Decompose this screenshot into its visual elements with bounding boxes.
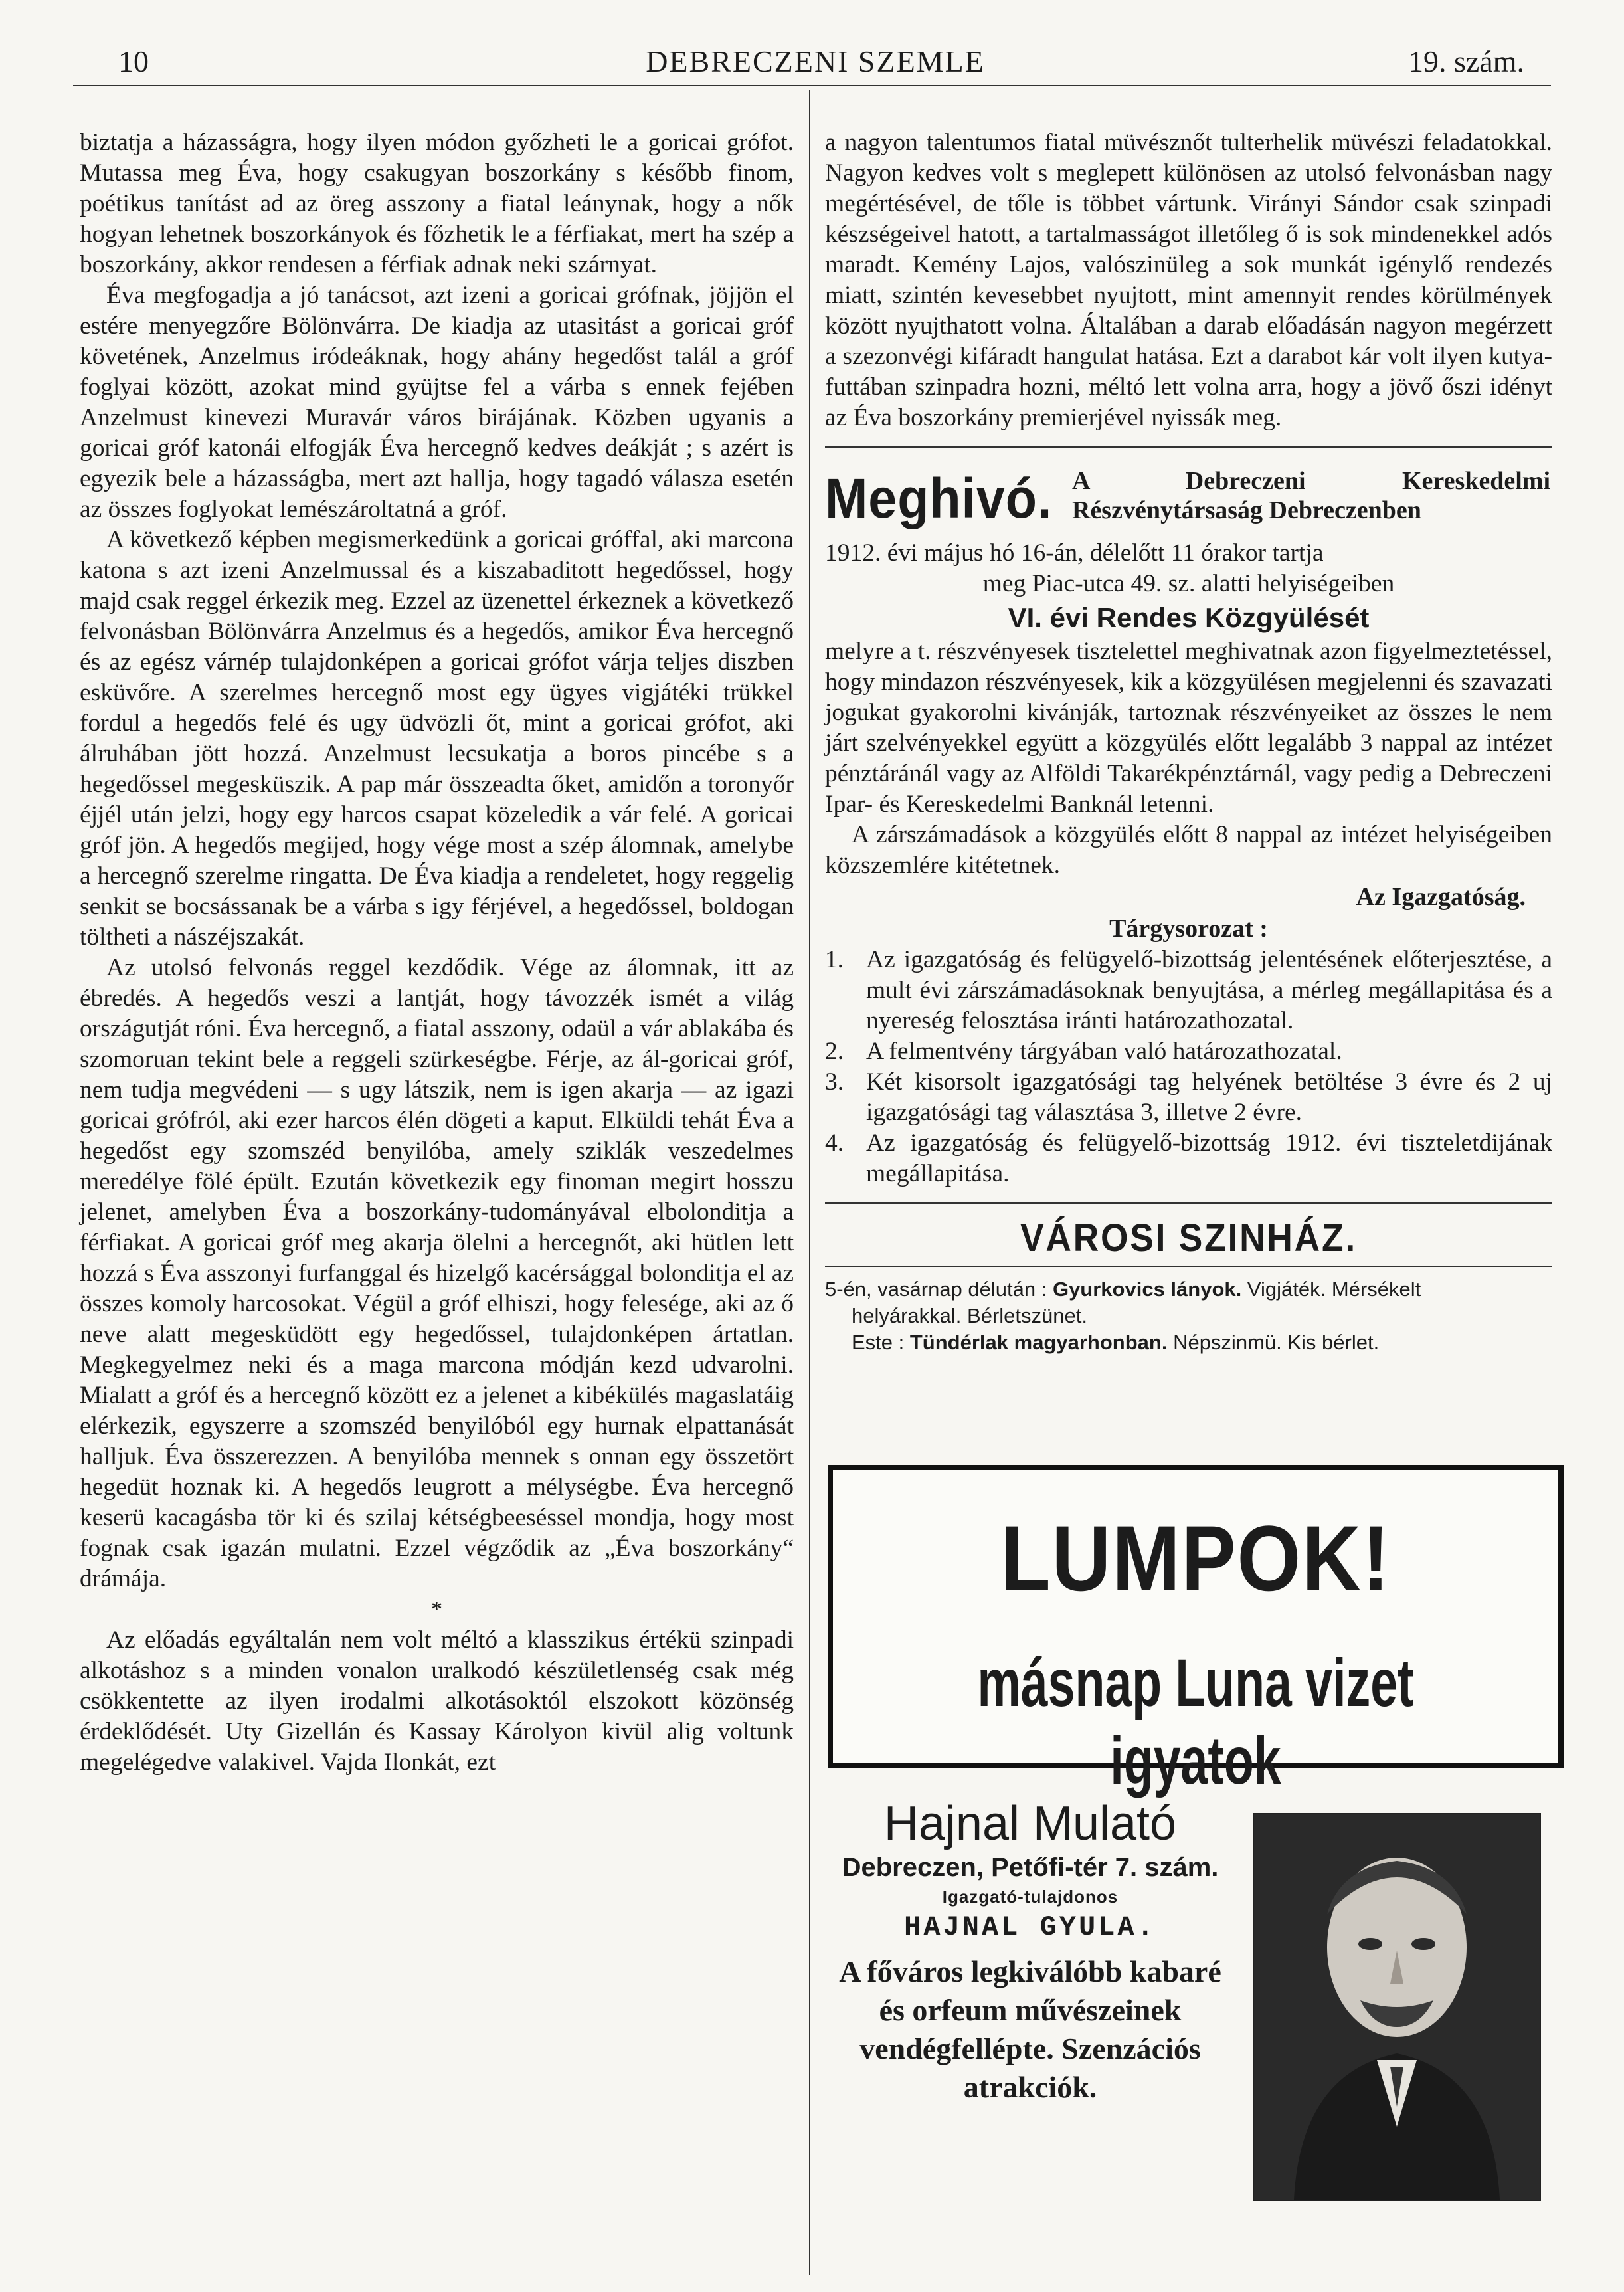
meeting-title: VI. évi Rendes Közgyülését [1008,602,1370,633]
right-column [825,128,1552,1356]
rule [825,1266,1552,1267]
invitation-heading: Meghivó. [825,467,1053,529]
theatre-title: VÁROSI SZINHÁZ. [1020,1216,1357,1260]
agenda-list [825,945,1552,1189]
venue-address: Debreczen, Petőfi-tér 7. szám. [842,1853,1219,1882]
article-continuation: a nagyon talentumos fiatal müvésznőt tulterhelik müvészi feladatokkal. Nagyon kedves volt s meglepett különösen az utolsó felvonásban nagy megértésével, de tőle is többet vártunk. Virányi Sándor csak szinpadi készségeivel hatott, a tartalmasságot illetőleg ő is sok mindenekkel adós maradt. Kemény Lajos, valószinüleg a sok munkát igénylő rendezés miatt, szintén kevesebbet nyujtott, mint amennyit rendes körülmények között nyujthatott volna. Általában a darab előadásán nagyon megérzett a szezonvégi kifáradt hangulat hatása. Ezt a darabot kár volt ilyen kutya-futtában szinpadra hozni, méltó lett volna arra, hogy a jövő őszi idényt az Éva boszorkány premierjével nyissák meg. [825,129,1552,431]
program-line: 5-én, vasárnap délután : Gyurkovics lányok. Vigjáték. Mérsékelt [825,1278,1421,1301]
rule [825,446,1552,448]
lumpok-subline: másnap Luna vizet igyatok [977,1645,1414,1798]
header-rule [73,85,1551,86]
invitation-date: 1912. évi május hó 16-án, délelőtt 11 órakor tartja [825,539,1324,567]
theatre-program [825,1276,1552,1356]
portrait-illustration [1254,1814,1540,2200]
agenda-item: 3. Két kisorsolt igazgatósági tag helyének betöltése 3 évre és 2 uj igazgatósági tag választása 3, illetve 2 évre. [825,1068,1552,1126]
venue-name: Hajnal Mulató [883,1797,1177,1850]
invitation-company: A Debreczeni Kereskedelmi Részvénytársaság Debreczenben [1072,467,1550,524]
journal-title: DEBRECZENI SZEMLE [646,45,985,78]
invitation-body: melyre a t. részvényesek tisztelettel meghivatnak azon figyelmeztetéssel, hogy mindazon részvényesek, kik a közgyülésen megjelenni és szavazati jogukat gyakorolni kivánják, tartoznak részvényeiket az összes le nem járt szelvényekkel együtt a közgyülés előtt legalább 3 nappal az intézet pénztáránál vagy az Alföldi Takarékpénztárnál, vagy pedig a Debreczeni Ipar- és Kereskedelmi Banknál letenni. [825,638,1552,818]
section-separator: * [431,1597,442,1622]
hajnal-text-block [828,1797,1233,2107]
agenda-title: Tárgysorozat : [1109,915,1268,943]
owner-name: HAJNAL GYULA. [904,1911,1156,1943]
portrait-photo [1253,1813,1541,2201]
program-line: helyárakkal. Bérletszünet. [852,1304,1087,1327]
article-paragraph: A következő képben megismerkedünk a goricai gróffal, aki marcona katona s azt izeni Anzelmussal és a kiszabaditott hegedőssel, hogy majd csak reggel érkezik meg. Ezzel az üzenettel érkeznek a következő felvonásban Bölönvárra Anzelmus és a hegedős, amikor Éva hercegnő és az egész várnép tulajdonképen a goricai grófot várja teljes diszben esküvőre. A szerelmes hercegnő most egy ügyes vigjátéki trükkel fordul a hegedős felé és ugy üdvözli őt, mint a goricai grófot, aki álruhában jött hozzá. Anzelmust lecsukatja a boros pincébe s a hegedőssel megesküszik. A pap már összeadta őket, amidőn a toronyőr éjjél után jelzi, hogy egy harcos csapat közeledik a vár felé. A goricai gróf jön. A hegedős megijed, hogy vége most a szép álomnak, amelybe a hercegnő szerelme ringatta. De Éva kiadja a rendeletet, hogy reggelig senkit se bocsássanak be a várba s igy férjével, a hegedőssel, boldogan töltheti a nászéjszakát. [80,526,794,951]
rule [825,1202,1552,1204]
lumpok-advertisement [828,1465,1564,1798]
agenda-item: 1. Az igazgatóság és felügyelő-bizottság jelentésének előterjesztése, a mult évi zárszámadásoknak benyujtása, a mérleg megállapitása és a nyereség felosztása iránti határozathozatal. [825,946,1552,1034]
invitation-signature: Az Igazgatóság. [1356,883,1526,911]
column-divider [809,90,810,2275]
invitation-body-2: A zárszámadások a közgyülés előtt 8 nappal az intézet helyiségeiben közszemlére kitétetnek. [825,821,1552,879]
lumpok-headline: LUMPOK! [1000,1506,1391,1610]
program-line: Este : Tündérlak magyarhonban. Népszinmü. Kis bérlet. [852,1331,1380,1354]
article-paragraph: Az utolsó felvonás reggel kezdődik. Vége az álomnak, itt az ébredés. A hegedős veszi a lantját, hogy távozzék ismét a világ országutját róni. Éva hercegnő, a fiatal asszony, odaül a vár ablakába és szomoruan tekint bele a reggeli szürkeségbe. Férje, az ál-goricai gróf, nem tudja megvédeni — s ugy látszik, nem is igen akarja — az igazi goricai grófról, aki ezer harcos élén dögeti a kaput. Elküldi tehát Éva a hegedőst egy szomszéd benyilóba, amely sziklák veszedelmes meredélye fölé épült. Ezután következik egy finoman megirt hosszu jelenet, amelyben Éva a boszorkány-tudományával elbolonditja a férfiakat. A goricai gróf meg akarja ölelni a hercegnőt, aki hütlen lett hozzá s Éva asszonyi furfanggal és hizelgő kacérsággal bolonditja el az összes komoly harcosokat. Végül a gróf elhiszi, hogy felesége, aki az ő neve alatt megesküdött egy hegedőssel, tulajdonképen ártatlan. Megkegyelmez neki és a maga marcona módján kezd udvarolni. Mialatt a gróf és a hercegnő között ez a jelenet a kibékülés magaslatáig elérkezik, egyszerre a szomszéd benyilóból egy hurnak elpattanását halljuk. Éva összerezzen. A benyilóba mennek s onnan egy összetört hegedüt hoznak ki. A hegedős leugrott a mélységbe. Éva hercegnő keserü kacagásba tör ki és szilaj kétségbeeséssel mondja, hogy most fognak csak igazán mulatni. Ezzel végződik az „Éva boszorkány“ drámája. [80,954,794,1592]
owner-label: Igazgató-tulajdonos [942,1887,1119,1907]
article-paragraph: biztatja a házasságra, hogy ilyen módon győzheti le a goricai grófot. Mutassa meg Éva, hogy csakugyan boszorkány s később finom, poétikus tanítást ad az öreg asszony a fiatal leánynak, hogy a nők hogyan lehetnek boszorkányok és főzhetik le a férfiakat, mert ha szép a boszorkány, akkor rendesen a férfiak adnak neki szárnyat. [80,129,794,278]
article-paragraph: Az előadás egyáltalán nem volt méltó a klasszikus értékü szinpadi alkotáshoz s a minden vonalon uralkodó készületlenség csak még csökkentette az ilyen irodalmi alkotásoktól elszokott közönség érdeklődését. Uty Gizellán és Kassay Károlyon kivül alig voltunk megelégedve valakivel. Vajda Ilonkát, ezt [80,1626,794,1776]
hajnal-advertisement [828,1797,1553,2229]
agenda-item: 4. Az igazgatóság és felügyelő-bizottság 1912. évi tiszteletdijának megállapitása. [825,1129,1552,1187]
invitation-heading-block [825,460,1552,538]
article-paragraph: Éva megfogadja a jó tanácsot, azt izeni a goricai grófnak, jöjjön el estére menyegzőre Bölönvárra. De kiadja az utasitást a goricai gróf követének, Anzelmus iródeáknak, hogy ahány hegedőst talál a gróf foglyai között, azokat mind gyüjtse fel a várba s ennek fejében Anzelmust kinevezi Muravár város birájának. Közben ugyanis a goricai gróf katonái elfogják Éva hercegnő kedves deákját ; s azért is egyezik bele a házasságba, mert azt hallja, hogy tagadó válasza esetén az összes foglyokat lemészároltatná a gróf. [80,282,794,523]
left-column [80,128,794,1778]
page-number: 10 [118,45,149,78]
agenda-item: 2. A felmentvény tárgyában való határozathozatal. [825,1038,1342,1065]
venue-description: A főváros legkiválóbb kabaré és orfeum művészeinek vendégfellépte. Szenzációs atrakciók. [839,1955,1221,2104]
invitation-place: meg Piac-utca 49. sz. alatti helyiségeiben [982,570,1395,597]
issue-number: 19. szám. [1407,45,1524,78]
